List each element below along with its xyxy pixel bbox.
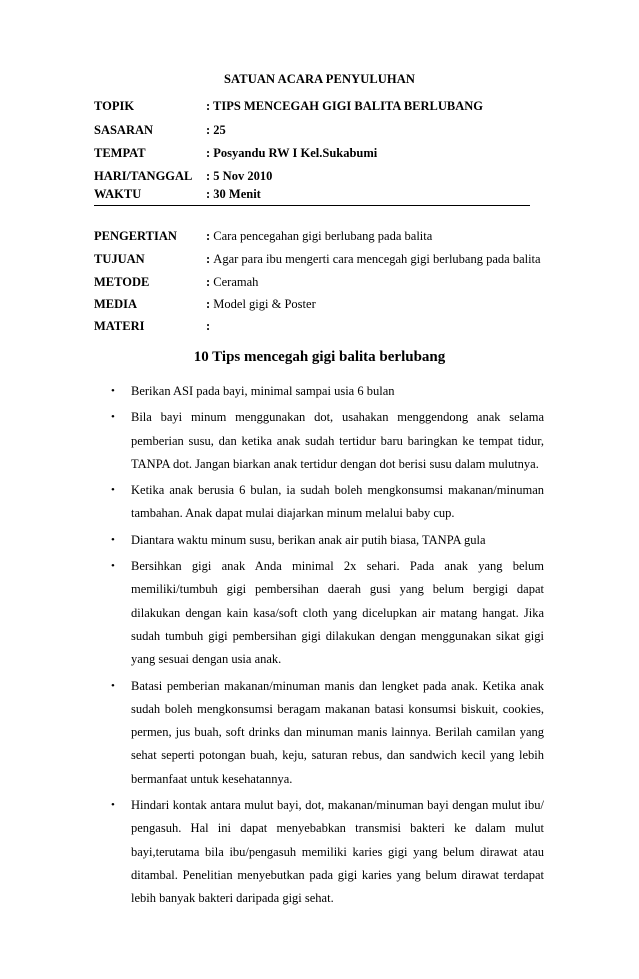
list-item bbox=[94, 479, 544, 526]
bullet-icon: • bbox=[111, 679, 115, 692]
field-label: TUJUAN bbox=[94, 252, 145, 266]
field-value: : 25 bbox=[206, 123, 226, 137]
field-label: PENGERTIAN bbox=[94, 229, 177, 243]
field-colon: : bbox=[206, 319, 211, 333]
bullet-icon: • bbox=[111, 484, 115, 497]
list-item bbox=[94, 406, 544, 476]
field-value: : 5 Nov 2010 bbox=[206, 169, 273, 183]
bullet-icon: • bbox=[111, 411, 115, 424]
field-value: : TIPS MENCEGAH GIGI BALITA BERLUBANG bbox=[206, 99, 484, 113]
field-value: Agar para ibu mengerti cara mencegah gigi berlubang pada balita bbox=[213, 252, 541, 266]
tip-text: Bersihkan gigi anak Anda minimal 2x sehari. Pada anak yang belum memiliki/tumbuh gigi pembersihan daerah gusi yang belum bergigi dapat dilakukan dengan kain kasa/soft cloth yang dicelupkan air matang hangat. Jika sudah tumbuh gigi pembersihan gigi dilakukan dengan menggunakan sikat gigi yang sesuai dengan usia anak. bbox=[131, 559, 544, 667]
tip-text: Berikan ASI pada bayi, minimal sampai usia 6 bulan bbox=[131, 384, 395, 398]
list-item bbox=[94, 529, 544, 552]
field-value: Model gigi & Poster bbox=[213, 297, 316, 311]
section-title: 10 Tips mencegah gigi balita berlubang bbox=[193, 349, 446, 365]
field-label: SASARAN bbox=[94, 123, 154, 137]
tips-list bbox=[94, 380, 544, 914]
list-item bbox=[94, 555, 544, 671]
tip-text: Bila bayi minum menggunakan dot, usahakan menggendong anak selama pemberian susu, dan ketika anak sudah tertidur baru baringkan ke tempat tidur, TANPA dot. Jangan biarkan anak tertidur dengan dot berisi susu dalam mulutnya. bbox=[131, 410, 544, 471]
tip-text: Hindari kontak antara mulut bayi, dot, makanan/minuman bayi dengan mulut ibu/ pengasuh. Hal ini dapat menyebabkan transmisi bakteri ke dalam mulut bayi,terutama bila ibu/pengasuh memiliki karies gigi yang belum dirawat atau ditambal. Penelitian menyebutkan pada gigi karies yang belum dirawat terdapat lebih banyak bakteri daripada gigi sehat. bbox=[131, 798, 544, 906]
bullet-icon: • bbox=[111, 533, 115, 546]
field-label: TOPIK bbox=[94, 99, 135, 113]
field-colon: : bbox=[206, 229, 214, 243]
field-label: TEMPAT bbox=[94, 146, 146, 160]
list-item bbox=[94, 380, 544, 403]
bullet-icon: • bbox=[111, 385, 115, 397]
field-value: : 30 Menit bbox=[206, 187, 261, 201]
field-value: Cara pencegahan gigi berlubang pada balita bbox=[213, 229, 433, 243]
tip-text: Batasi pemberian makanan/minuman manis dan lengket pada anak. Ketika anak sudah boleh mengkonsumsi beragam makanan batasi konsumsi biskuit, cookies, permen, jus buah, soft drinks dan minuman manis lainnya. Berilah camilan yang sehat seperti potongan buah, keju, saturan rebus, dan sandwich kecil yang lebih bermanfaat untuk kesehatannya. bbox=[131, 678, 544, 786]
header-divider bbox=[94, 205, 530, 206]
tip-text: Diantara waktu minum susu, berikan anak air putih biasa, TANPA gula bbox=[131, 532, 486, 547]
list-item bbox=[94, 794, 544, 910]
field-label: MEDIA bbox=[94, 297, 138, 311]
field-colon: : bbox=[206, 275, 214, 289]
list-item bbox=[94, 675, 544, 791]
field-label: HARI/TANGGAL bbox=[94, 169, 193, 183]
tip-text: Ketika anak berusia 6 bulan, ia sudah boleh mengkonsumsi makanan/minuman tambahan. Anak dapat mulai diajarkan minum melalui baby cup. bbox=[131, 483, 544, 521]
field-value: : Posyandu RW I Kel.Sukabumi bbox=[206, 146, 378, 160]
field-label: METODE bbox=[94, 275, 150, 289]
field-colon: : bbox=[206, 252, 214, 266]
document-title: SATUAN ACARA PENYULUHAN bbox=[224, 72, 415, 86]
bullet-icon: • bbox=[111, 560, 115, 573]
field-colon: : bbox=[206, 297, 214, 311]
field-label: WAKTU bbox=[94, 187, 142, 201]
field-label: MATERI bbox=[94, 319, 145, 333]
bullet-icon: • bbox=[111, 799, 115, 812]
field-value: Ceramah bbox=[213, 275, 259, 289]
